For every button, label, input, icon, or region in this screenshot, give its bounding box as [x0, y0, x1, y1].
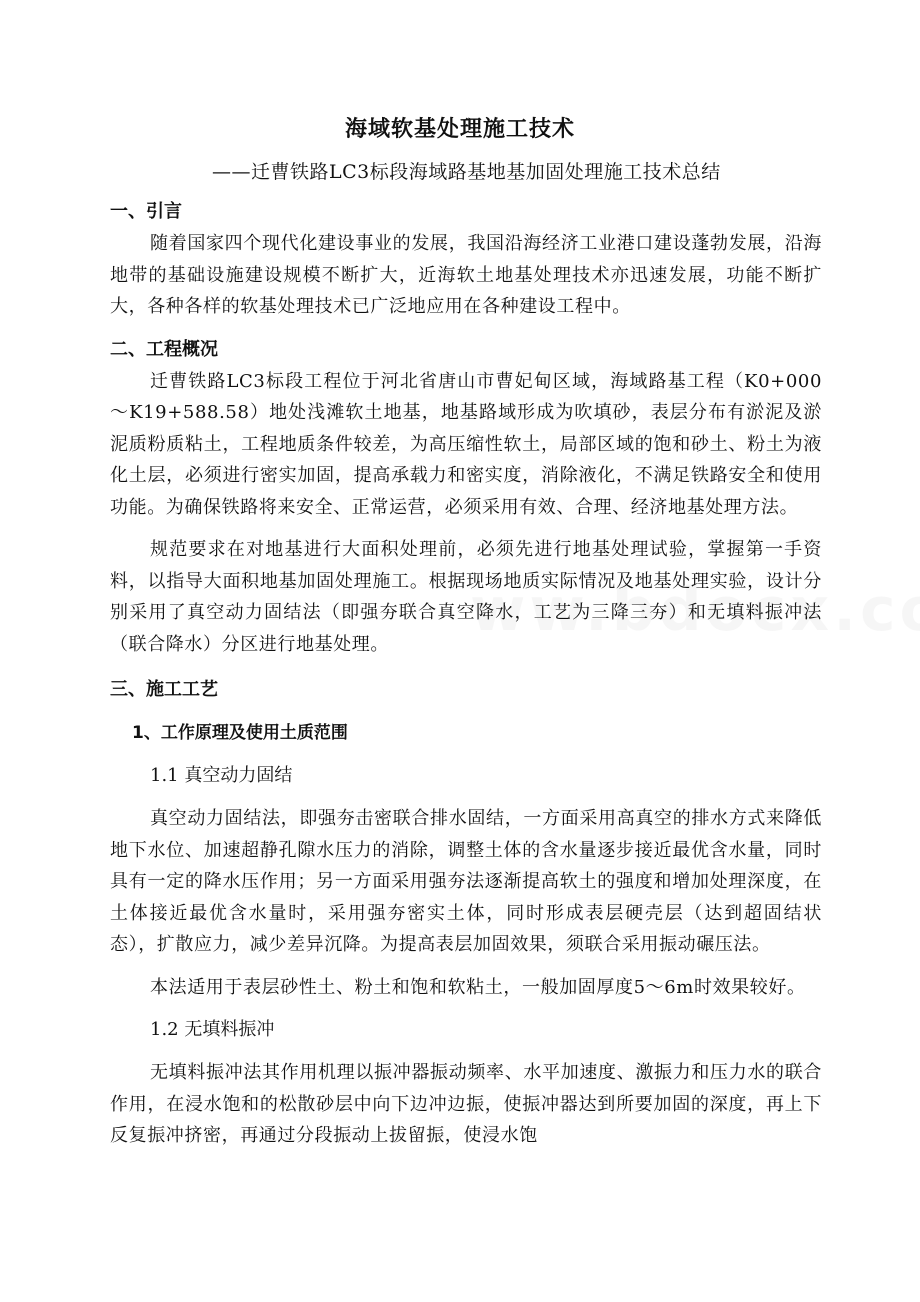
document-title: 海域软基处理施工技术 — [344, 117, 575, 142]
paragraph: 随着国家四个现代化建设事业的发展，我国沿海经济工业港口建设蓬勃发展，沿海地带的基础设施建设规模不断扩大，近海软土地基处理技术亦迅速发展，功能不断扩大，各种各样的软基处理技术已广泛地应用在各种建设工程中。 — [110, 233, 822, 317]
item-heading: 1.1 真空动力固结 — [150, 765, 293, 786]
section-heading-construction: 三、施工工艺 — [110, 679, 218, 700]
subsection-heading: 1、工作原理及使用土质范围 — [132, 723, 348, 743]
document-subtitle: ——迁曹铁路LC3标段海域路基地基加固处理施工技术总结 — [212, 161, 721, 183]
item-heading: 1.2 无填料振冲 — [150, 1019, 275, 1040]
paragraph: 无填料振冲法其作用机理以振冲器振动频率、水平加速度、激振力和压力水的联合作用，在浸水饱和的松散砂层中向下边冲边振，使振冲器达到所要加固的深度，再上下反复振冲挤密，再通过分段振动上拔留振，使浸水饱 — [110, 1062, 822, 1146]
paragraph: 迁曹铁路LC3标段工程位于河北省唐山市曹妃甸区域，海域路基工程（K0+000～K19+588.58）地处浅滩软土地基，地基路域形成为吹填砂，表层分布有淤泥及淤泥质粉质粘土，工程地质条件较差，为高压缩性软土，局部区域的饱和砂土、粉土为液化土层，必须进行密实加固，提高承载力和密实度，消除液化，不满足铁路安全和使用功能。为确保铁路将来安全、正常运营，必须采用有效、合理、经济地基处理方法。 — [110, 370, 822, 518]
paragraph: 真空动力固结法，即强夯击密联合排水固结，一方面采用高真空的排水方式来降低地下水位、加速超静孔隙水压力的消除，调整土体的含水量逐步接近最优含水量，同时具有一定的降水压作用；另一方面采用强夯法逐渐提高软土的强度和增加处理深度，在土体接近最优含水量时，采用强夯密实土体，同时形成表层硬壳层（达到超固结状态），扩散应力，减少差异沉降。为提高表层加固效果，须联合采用振动碾压法。 — [110, 808, 822, 955]
paragraph: 本法适用于表层砂性土、粉土和饱和软粘土，一般加固厚度5～6m时效果较好。 — [150, 976, 806, 998]
section-heading-introduction: 一、引言 — [110, 201, 182, 222]
section-heading-overview: 二、工程概况 — [110, 338, 218, 360]
paragraph: 规范要求在对地基进行大面积处理前，必须先进行地基处理试验，掌握第一手资料，以指导大面积地基加固处理施工。根据现场地质实际情况及地基处理实验，设计分别采用了真空动力固结法（即强夯联合真空降水，工艺为三降三夯）和无填料振冲法（联合降水）分区进行地基处理。 — [110, 539, 822, 655]
document-body — [110, 196, 822, 1152]
